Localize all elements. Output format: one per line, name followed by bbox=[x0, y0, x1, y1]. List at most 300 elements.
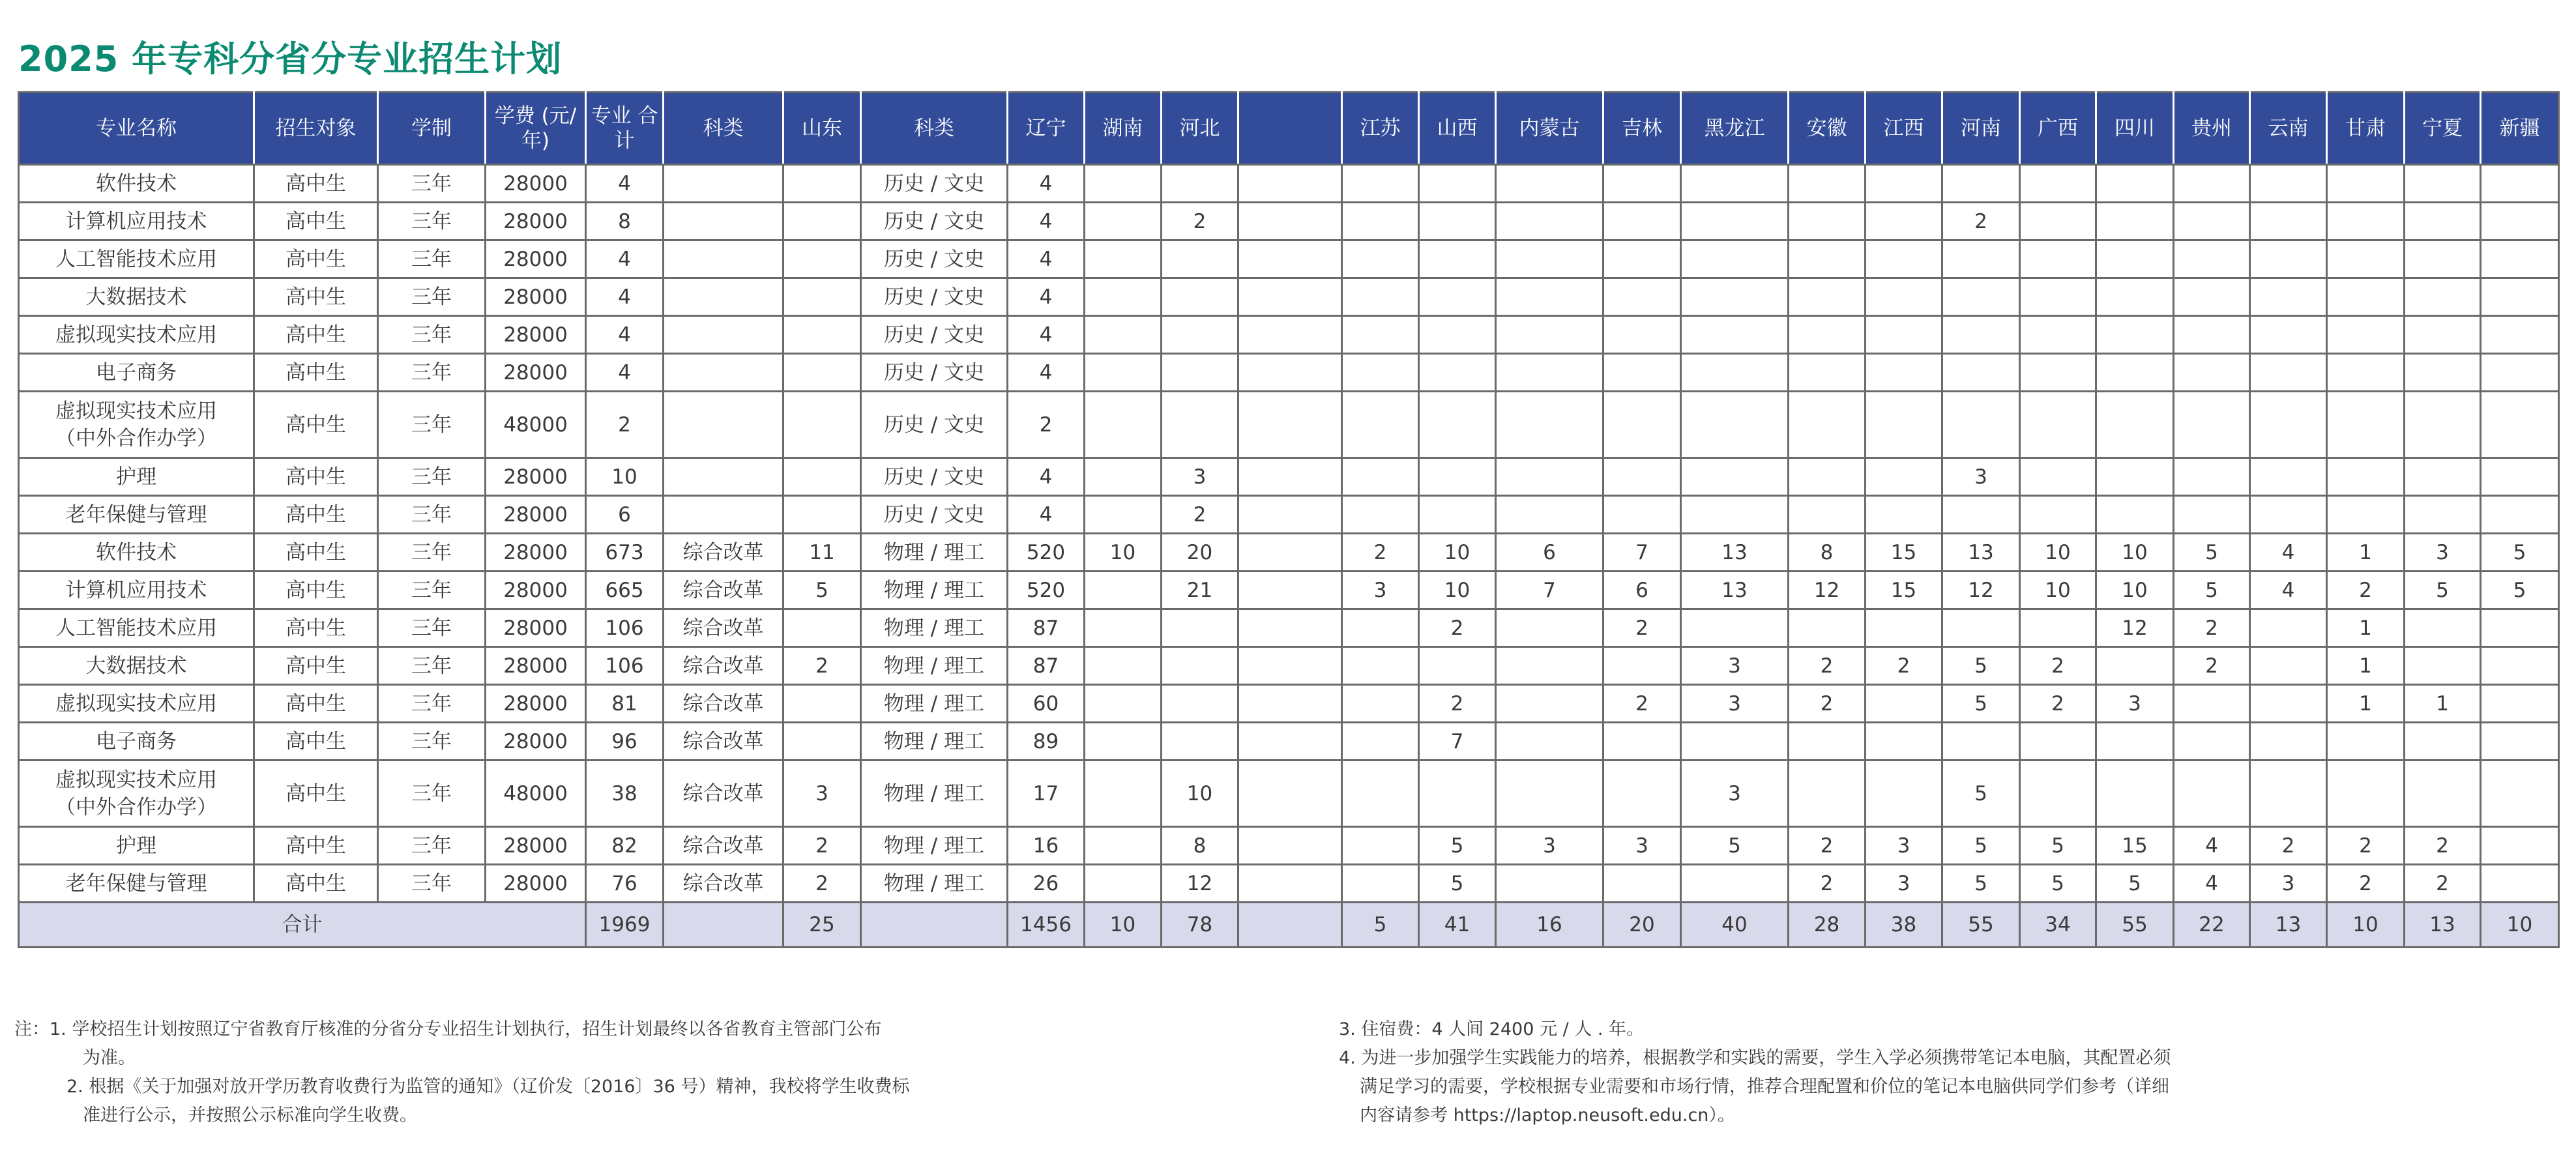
table-cell bbox=[1789, 609, 1866, 647]
table-cell: 4 bbox=[586, 354, 664, 392]
table-cell bbox=[783, 723, 861, 761]
table-cell: 10 bbox=[1162, 761, 1238, 827]
table-cell bbox=[1603, 392, 1681, 458]
table-cell bbox=[2020, 723, 2096, 761]
table-cell bbox=[1681, 496, 1789, 534]
table-cell bbox=[1085, 609, 1162, 647]
table-row bbox=[19, 865, 2559, 903]
table-cell bbox=[2481, 865, 2559, 903]
table-cell bbox=[1238, 240, 1342, 278]
table-cell: 三年 bbox=[378, 647, 486, 685]
table-cell bbox=[1085, 865, 1162, 903]
total-cell: 40 bbox=[1681, 903, 1789, 948]
table-cell: 4 bbox=[586, 278, 664, 316]
table-cell bbox=[1238, 165, 1342, 203]
table-cell: 10 bbox=[2096, 572, 2174, 609]
table-cell bbox=[1603, 240, 1681, 278]
table-cell bbox=[2174, 723, 2250, 761]
table-cell: 2 bbox=[1162, 496, 1238, 534]
table-cell bbox=[1162, 240, 1238, 278]
table-cell bbox=[2096, 316, 2174, 354]
table-cell bbox=[2174, 685, 2250, 723]
table-cell bbox=[2250, 354, 2327, 392]
table-cell bbox=[1681, 865, 1789, 903]
table-cell: 13 bbox=[1681, 534, 1789, 572]
table-cell: 520 bbox=[1008, 534, 1085, 572]
table-cell: 综合改革 bbox=[664, 827, 783, 865]
table-cell bbox=[1238, 203, 1342, 240]
table-row bbox=[19, 203, 2559, 240]
column-header: 四川 bbox=[2096, 93, 2174, 165]
table-cell: 10 bbox=[2020, 572, 2096, 609]
table-cell: 综合改革 bbox=[664, 865, 783, 903]
column-header: 山西 bbox=[1419, 93, 1496, 165]
table-cell: 4 bbox=[1008, 240, 1085, 278]
table-cell bbox=[1681, 392, 1789, 458]
table-cell bbox=[1085, 761, 1162, 827]
table-cell bbox=[1603, 723, 1681, 761]
table-cell bbox=[2405, 240, 2481, 278]
table-cell bbox=[2096, 203, 2174, 240]
table-cell: 3 bbox=[1603, 827, 1681, 865]
table-cell bbox=[1866, 203, 1942, 240]
table-cell: 三年 bbox=[378, 685, 486, 723]
table-cell bbox=[1162, 165, 1238, 203]
table-cell bbox=[1238, 827, 1342, 865]
table-row bbox=[19, 609, 2559, 647]
table-cell: 物理 / 理工 bbox=[861, 534, 1008, 572]
table-cell bbox=[1789, 458, 1866, 496]
table-cell: 2 bbox=[1603, 685, 1681, 723]
table-cell: 10 bbox=[2020, 534, 2096, 572]
table-cell: 4 bbox=[2250, 534, 2327, 572]
column-header: 河南 bbox=[1942, 93, 2020, 165]
table-cell bbox=[2327, 316, 2405, 354]
table-cell: 7 bbox=[1419, 723, 1496, 761]
table-cell bbox=[1342, 761, 1419, 827]
note-1 bbox=[14, 1015, 1122, 1044]
table-cell bbox=[1942, 723, 2020, 761]
table-cell: 5 bbox=[1681, 827, 1789, 865]
table-cell bbox=[1342, 392, 1419, 458]
table-cell: 高中生 bbox=[254, 572, 378, 609]
table-cell: 2 bbox=[783, 827, 861, 865]
table-cell: 5 bbox=[1419, 865, 1496, 903]
table-cell bbox=[2327, 240, 2405, 278]
table-row bbox=[19, 723, 2559, 761]
table-row bbox=[19, 572, 2559, 609]
table-cell bbox=[1162, 685, 1238, 723]
table-cell: 2 bbox=[1789, 827, 1866, 865]
total-cell: 38 bbox=[1866, 903, 1942, 948]
table-cell: 历史 / 文史 bbox=[861, 392, 1008, 458]
table-cell: 历史 / 文史 bbox=[861, 354, 1008, 392]
table-cell bbox=[2481, 685, 2559, 723]
major-name-cell: 老年保健与管理 bbox=[19, 865, 254, 903]
notes-left bbox=[14, 1015, 1122, 1130]
table-cell bbox=[2327, 203, 2405, 240]
table-cell bbox=[1419, 761, 1496, 827]
table-cell bbox=[2481, 609, 2559, 647]
column-header: 内蒙古 bbox=[1496, 93, 1603, 165]
total-cell: 78 bbox=[1162, 903, 1238, 948]
total-label: 合计 bbox=[19, 903, 586, 948]
total-cell bbox=[664, 903, 783, 948]
table-cell bbox=[2481, 316, 2559, 354]
table-cell bbox=[783, 496, 861, 534]
table-cell bbox=[2020, 496, 2096, 534]
table-cell bbox=[2481, 496, 2559, 534]
table-cell bbox=[1942, 496, 2020, 534]
table-cell: 3 bbox=[2096, 685, 2174, 723]
table-cell bbox=[1162, 392, 1238, 458]
table-cell bbox=[1496, 392, 1603, 458]
table-cell: 673 bbox=[586, 534, 664, 572]
table-cell: 13 bbox=[1942, 534, 2020, 572]
table-cell: 高中生 bbox=[254, 534, 378, 572]
table-cell: 高中生 bbox=[254, 165, 378, 203]
table-cell bbox=[2096, 165, 2174, 203]
major-name-cell: 虚拟现实技术应用 bbox=[19, 685, 254, 723]
table-cell: 38 bbox=[586, 761, 664, 827]
table-cell: 16 bbox=[1008, 827, 1085, 865]
table-cell: 高中生 bbox=[254, 240, 378, 278]
table-row bbox=[19, 354, 2559, 392]
total-cell: 5 bbox=[1342, 903, 1419, 948]
table-cell bbox=[1866, 761, 1942, 827]
table-cell: 高中生 bbox=[254, 458, 378, 496]
table-cell bbox=[1789, 278, 1866, 316]
table-cell: 4 bbox=[1008, 496, 1085, 534]
table-cell bbox=[1419, 203, 1496, 240]
table-cell bbox=[1419, 458, 1496, 496]
table-cell: 3 bbox=[1681, 685, 1789, 723]
table-cell bbox=[1238, 609, 1342, 647]
table-cell: 5 bbox=[1942, 761, 2020, 827]
table-cell bbox=[1342, 827, 1419, 865]
total-cell: 13 bbox=[2250, 903, 2327, 948]
table-cell: 2 bbox=[1342, 534, 1419, 572]
table-cell bbox=[1419, 240, 1496, 278]
major-name-cell: 大数据技术 bbox=[19, 278, 254, 316]
table-cell bbox=[1866, 609, 1942, 647]
table-cell: 3 bbox=[1866, 865, 1942, 903]
table-cell: 2 bbox=[2020, 685, 2096, 723]
table-cell bbox=[1342, 647, 1419, 685]
table-row bbox=[19, 647, 2559, 685]
table-cell: 2 bbox=[2174, 647, 2250, 685]
column-header: 宁夏 bbox=[2405, 93, 2481, 165]
table-cell: 综合改革 bbox=[664, 761, 783, 827]
table-cell: 高中生 bbox=[254, 392, 378, 458]
table-cell bbox=[1866, 685, 1942, 723]
table-cell: 三年 bbox=[378, 496, 486, 534]
table-cell bbox=[1238, 685, 1342, 723]
total-cell: 10 bbox=[2327, 903, 2405, 948]
major-name-cell: 计算机应用技术 bbox=[19, 203, 254, 240]
table-cell: 15 bbox=[1866, 572, 1942, 609]
table-cell bbox=[2174, 354, 2250, 392]
table-cell bbox=[2174, 203, 2250, 240]
column-header: 专业名称 bbox=[19, 93, 254, 165]
table-cell bbox=[1162, 278, 1238, 316]
column-header: 新疆 bbox=[2481, 93, 2559, 165]
table-cell: 3 bbox=[1942, 458, 2020, 496]
table-cell: 28000 bbox=[486, 354, 586, 392]
table-cell bbox=[783, 392, 861, 458]
table-cell bbox=[2020, 354, 2096, 392]
table-row bbox=[19, 316, 2559, 354]
table-cell bbox=[2096, 496, 2174, 534]
table-cell: 4 bbox=[1008, 278, 1085, 316]
major-name-cell: 电子商务 bbox=[19, 723, 254, 761]
table-cell: 28000 bbox=[486, 572, 586, 609]
table-cell bbox=[1238, 761, 1342, 827]
table-cell bbox=[2250, 761, 2327, 827]
table-cell bbox=[1789, 240, 1866, 278]
table-cell: 高中生 bbox=[254, 278, 378, 316]
table-cell bbox=[1085, 496, 1162, 534]
table-cell: 4 bbox=[586, 165, 664, 203]
table-cell: 2 bbox=[2405, 865, 2481, 903]
total-cell: 55 bbox=[2096, 903, 2174, 948]
major-name-cell: 软件技术 bbox=[19, 165, 254, 203]
column-header: 吉林 bbox=[1603, 93, 1681, 165]
table-cell bbox=[2020, 761, 2096, 827]
notes-right bbox=[1339, 1015, 2512, 1130]
table-cell bbox=[1342, 723, 1419, 761]
table-cell bbox=[2020, 392, 2096, 458]
table-cell bbox=[1419, 354, 1496, 392]
column-header: 湖南 bbox=[1085, 93, 1162, 165]
table-cell bbox=[1496, 203, 1603, 240]
table-cell bbox=[664, 496, 783, 534]
total-cell: 22 bbox=[2174, 903, 2250, 948]
table-cell bbox=[1866, 392, 1942, 458]
table-cell: 三年 bbox=[378, 458, 486, 496]
table-cell: 三年 bbox=[378, 316, 486, 354]
table-cell bbox=[2405, 609, 2481, 647]
table-cell bbox=[2250, 240, 2327, 278]
table-cell: 10 bbox=[1419, 572, 1496, 609]
table-cell: 物理 / 理工 bbox=[861, 761, 1008, 827]
table-cell: 6 bbox=[586, 496, 664, 534]
table-cell bbox=[1238, 458, 1342, 496]
table-cell: 2 bbox=[1162, 203, 1238, 240]
table-cell bbox=[1238, 723, 1342, 761]
table-cell: 三年 bbox=[378, 723, 486, 761]
table-cell bbox=[1681, 458, 1789, 496]
table-cell: 2 bbox=[1789, 865, 1866, 903]
table-cell bbox=[664, 392, 783, 458]
column-header: 科类 bbox=[861, 93, 1008, 165]
table-cell bbox=[1789, 392, 1866, 458]
table-cell: 三年 bbox=[378, 278, 486, 316]
table-cell: 三年 bbox=[378, 165, 486, 203]
table-cell bbox=[2405, 647, 2481, 685]
table-cell bbox=[1342, 685, 1419, 723]
column-header: 江西 bbox=[1866, 93, 1942, 165]
table-cell bbox=[2096, 354, 2174, 392]
table-cell: 82 bbox=[586, 827, 664, 865]
table-cell bbox=[2405, 278, 2481, 316]
table-cell: 5 bbox=[2020, 865, 2096, 903]
total-cell bbox=[861, 903, 1008, 948]
table-cell bbox=[1162, 609, 1238, 647]
table-cell bbox=[2020, 240, 2096, 278]
table-cell bbox=[2481, 354, 2559, 392]
table-cell: 12 bbox=[1942, 572, 2020, 609]
table-cell bbox=[1866, 165, 1942, 203]
note-2: 2. 根据《关于加强对放开学历教育收费行为监管的通知》（辽价发〔2016〕36 号）精神，我校将学生收费标 bbox=[66, 1077, 910, 1097]
table-cell bbox=[2250, 316, 2327, 354]
table-cell: 综合改革 bbox=[664, 572, 783, 609]
table-cell: 历史 / 文史 bbox=[861, 496, 1008, 534]
table-cell: 5 bbox=[1942, 827, 2020, 865]
table-cell bbox=[1496, 278, 1603, 316]
table-cell bbox=[1603, 278, 1681, 316]
table-cell bbox=[2174, 278, 2250, 316]
note-1-text: 1. 学校招生计划按照辽宁省教育厅核准的分省分专业招生计划执行，招生计划最终以各省教育主管部门公布 bbox=[50, 1019, 882, 1039]
table-cell bbox=[1866, 316, 1942, 354]
table-cell bbox=[2174, 316, 2250, 354]
table-cell bbox=[2481, 723, 2559, 761]
table-cell bbox=[2250, 203, 2327, 240]
table-cell bbox=[1342, 240, 1419, 278]
table-cell: 106 bbox=[586, 609, 664, 647]
table-cell: 28000 bbox=[486, 647, 586, 685]
table-cell bbox=[1162, 354, 1238, 392]
major-name-cell: 软件技术 bbox=[19, 534, 254, 572]
table-cell bbox=[1942, 240, 2020, 278]
table-cell bbox=[2020, 278, 2096, 316]
table-cell bbox=[2174, 496, 2250, 534]
table-row bbox=[19, 534, 2559, 572]
table-cell: 28000 bbox=[486, 827, 586, 865]
table-cell bbox=[1238, 316, 1342, 354]
table-row bbox=[19, 761, 2559, 827]
table-cell: 2 bbox=[783, 865, 861, 903]
table-cell bbox=[1681, 203, 1789, 240]
table-cell bbox=[2481, 240, 2559, 278]
table-cell: 综合改革 bbox=[664, 534, 783, 572]
table-cell bbox=[783, 685, 861, 723]
table-cell bbox=[783, 165, 861, 203]
table-cell bbox=[2096, 240, 2174, 278]
table-cell: 高中生 bbox=[254, 723, 378, 761]
table-cell: 2 bbox=[1789, 647, 1866, 685]
table-cell bbox=[2405, 392, 2481, 458]
table-cell: 三年 bbox=[378, 240, 486, 278]
table-cell: 物理 / 理工 bbox=[861, 609, 1008, 647]
table-cell: 76 bbox=[586, 865, 664, 903]
table-cell bbox=[1238, 278, 1342, 316]
column-header: 云南 bbox=[2250, 93, 2327, 165]
table-cell bbox=[1866, 496, 1942, 534]
table-cell: 3 bbox=[2405, 534, 2481, 572]
table-cell bbox=[1681, 609, 1789, 647]
table-cell: 2 bbox=[1419, 685, 1496, 723]
table-cell: 1 bbox=[2327, 685, 2405, 723]
table-cell bbox=[2096, 458, 2174, 496]
table-cell: 8 bbox=[1789, 534, 1866, 572]
table-cell bbox=[1789, 723, 1866, 761]
table-cell: 3 bbox=[2250, 865, 2327, 903]
table-cell: 17 bbox=[1008, 761, 1085, 827]
table-cell: 28000 bbox=[486, 278, 586, 316]
table-cell: 28000 bbox=[486, 723, 586, 761]
table-cell: 三年 bbox=[378, 534, 486, 572]
table-cell: 15 bbox=[1866, 534, 1942, 572]
table-cell bbox=[1342, 278, 1419, 316]
table-cell bbox=[1603, 647, 1681, 685]
page-title: 2025 年专科分省分专业招生计划 bbox=[18, 38, 563, 80]
table-cell bbox=[2405, 761, 2481, 827]
table-cell bbox=[1085, 240, 1162, 278]
table-cell bbox=[2020, 316, 2096, 354]
table-cell bbox=[1085, 458, 1162, 496]
table-cell: 5 bbox=[2096, 865, 2174, 903]
table-cell: 三年 bbox=[378, 865, 486, 903]
table-cell bbox=[1603, 354, 1681, 392]
table-cell: 5 bbox=[1942, 865, 2020, 903]
table-cell: 28000 bbox=[486, 609, 586, 647]
table-cell bbox=[2096, 647, 2174, 685]
table-cell: 89 bbox=[1008, 723, 1085, 761]
table-cell bbox=[2174, 240, 2250, 278]
column-header: 学费 (元/年) bbox=[486, 93, 586, 165]
column-header: 科类 bbox=[664, 93, 783, 165]
table-cell bbox=[1085, 316, 1162, 354]
table-cell bbox=[2020, 458, 2096, 496]
table-cell bbox=[2405, 458, 2481, 496]
table-cell: 物理 / 理工 bbox=[861, 685, 1008, 723]
column-header: 江苏 bbox=[1342, 93, 1419, 165]
major-name-cell: 大数据技术 bbox=[19, 647, 254, 685]
total-cell: 1969 bbox=[586, 903, 664, 948]
table-cell bbox=[2250, 685, 2327, 723]
table-cell bbox=[1238, 572, 1342, 609]
table-row bbox=[19, 685, 2559, 723]
table-cell bbox=[1085, 723, 1162, 761]
table-cell bbox=[1496, 609, 1603, 647]
table-cell bbox=[1496, 761, 1603, 827]
table-cell bbox=[1238, 392, 1342, 458]
table-cell bbox=[2096, 761, 2174, 827]
table-cell: 10 bbox=[2096, 534, 2174, 572]
table-cell: 26 bbox=[1008, 865, 1085, 903]
table-cell: 5 bbox=[2405, 572, 2481, 609]
table-cell bbox=[1342, 865, 1419, 903]
table-cell bbox=[1496, 165, 1603, 203]
table-cell bbox=[1603, 316, 1681, 354]
note-4: 4. 为进一步加强学生实践能力的培养，根据教学和实践的需要，学生入学必须携带笔记本电脑，其配置必须 bbox=[1339, 1048, 2171, 1068]
column-header: 广西 bbox=[2020, 93, 2096, 165]
table-cell: 2 bbox=[2327, 865, 2405, 903]
table-cell: 三年 bbox=[378, 827, 486, 865]
table-cell: 28000 bbox=[486, 534, 586, 572]
table-cell bbox=[2405, 165, 2481, 203]
table-cell bbox=[783, 609, 861, 647]
table-cell bbox=[1162, 723, 1238, 761]
table-cell: 28000 bbox=[486, 496, 586, 534]
table-cell bbox=[1162, 316, 1238, 354]
table-cell bbox=[1496, 647, 1603, 685]
table-cell: 高中生 bbox=[254, 865, 378, 903]
table-cell: 2 bbox=[1008, 392, 1085, 458]
table-cell bbox=[1085, 572, 1162, 609]
table-cell: 5 bbox=[2174, 572, 2250, 609]
